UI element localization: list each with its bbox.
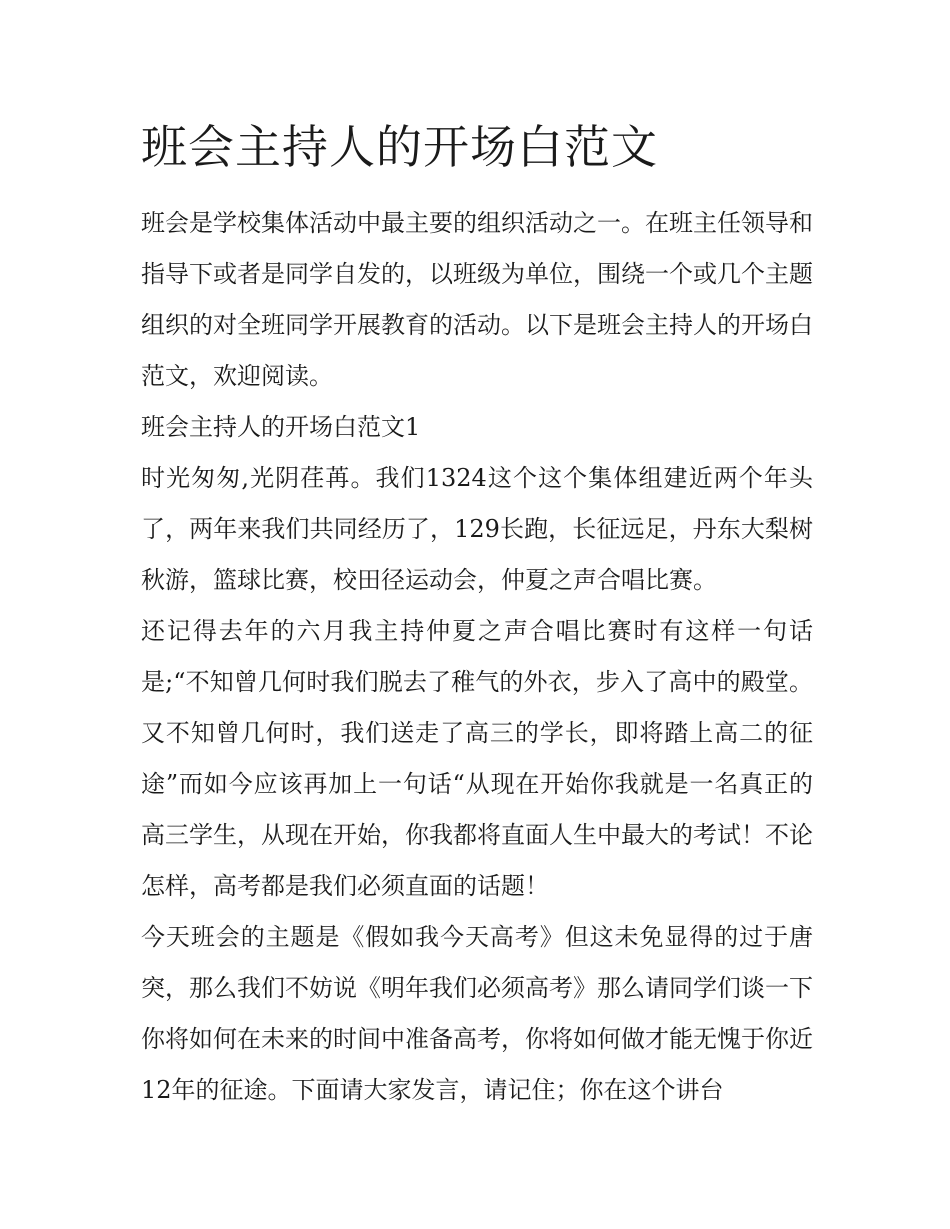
document-title: 班会主持人的开场白范文	[141, 120, 658, 174]
intro-paragraph: 班会是学校集体活动中最主要的组织活动之一。在班主任领导和指导下或者是同学自发的，以班级为单位，围绕一个或几个主题组织的对全班同学开展教育的活动。以下是班会主持人的开场白范文，欢迎阅读。	[141, 209, 813, 390]
body-paragraph-1: 时光匆匆,光阴荏苒。我们1324这个这个集体组建近两个年头了，两年来我们共同经历了，129长跑，长征远足，丹东大梨树秋游，篮球比赛，校田径运动会，仲夏之声合唱比赛。	[141, 464, 813, 594]
body-paragraph-3: 今天班会的主题是《假如我今天高考》但这未免显得的过于唐突，那么我们不妨说《明年我们必须高考》那么请同学们谈一下你将如何在未来的时间中准备高考，你将如何做才能无愧于你近12年的征途。下面请大家发言，请记住；你在这个讲台	[141, 923, 813, 1104]
section-heading: 班会主持人的开场白范文1	[141, 413, 421, 441]
body-paragraph-2: 还记得去年的六月我主持仲夏之声合唱比赛时有这样一句话是;“不知曾几何时我们脱去了稚气的外衣，步入了高中的殿堂。又不知曾几何时，我们送走了高三的学长，即将踏上高二的征途”而如今应该再加上一句话“从现在开始你我就是一名真正的高三学生，从现在开始，你我都将直面人生中最大的考试！不论怎样，高考都是我们必须直面的话题！	[141, 617, 813, 900]
document-page	[141, 118, 813, 1116]
